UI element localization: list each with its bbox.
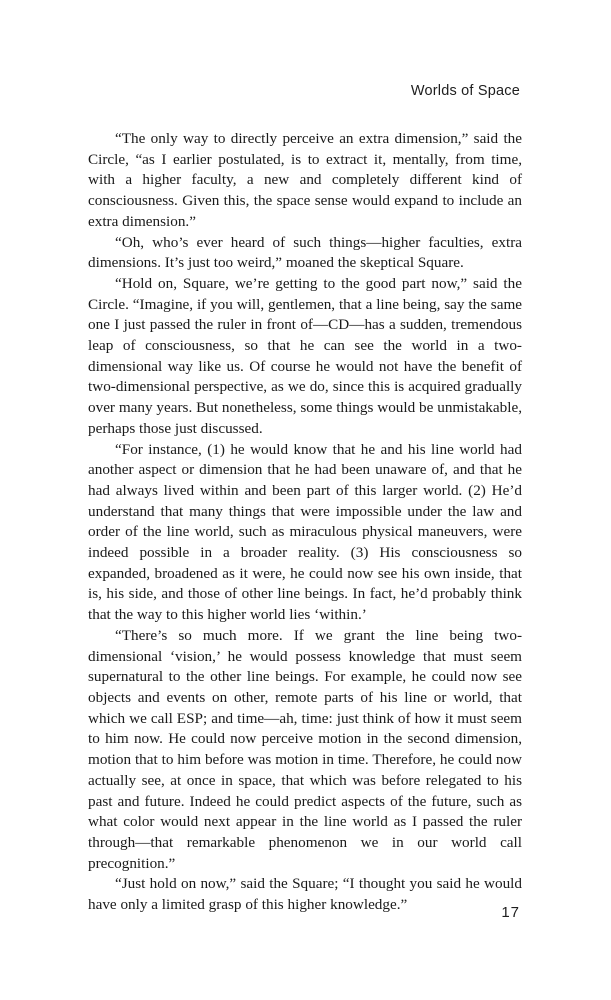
paragraph: “The only way to directly perceive an extra dimension,” said the Circle, “as I earlier postulated, is to extract it, mentally, from time, with a higher faculty, a new and completely different kind of consciousness. Given this, the space sense would expand to include an extra dimension.” — [88, 130, 522, 230]
paragraph: “There’s so much more. If we grant the line being two-dimensional ‘vision,’ he would possess knowledge that must seem supernatural to the other line beings. For example, he could now see objects and events on other, remote parts of his line or world, that which we call ESP; and time—ah, time: just think of how it must seem to him now. He could now perceive motion in the second dimension, motion that to him before was motion in time. Therefore, he could now actually see, at once in space, that which was before relegated to his past and future. Indeed he could predict aspects of the future, such as what color would next appear in the line world as I passed the ruler through—that remarkable phenomenon we in our world call precognition.” — [88, 626, 522, 872]
paragraph: “Just hold on now,” said the Square; “I thought you said he would have only a limited grasp of this higher knowledge.” — [88, 875, 522, 914]
paragraph: “Hold on, Square, we’re getting to the good part now,” said the Circle. “Imagine, if you will, gentlemen, that a line being, say the same one I just passed the ruler in front of—CD—has a sudden, tremendous leap of consciousness, so that he can see the world in a two-dimensional way like us. Of course he would not have the benefit of two-dimensional perspective, as we do, since this is acquired gradually over many years. But nonetheless, some things would be unmistakable, perhaps those just discussed. — [88, 274, 522, 437]
paragraph: “Oh, who’s ever heard of such things—higher faculties, extra dimensions. It’s just too weird,” moaned the skeptical Square. — [88, 233, 522, 272]
paragraph: “For instance, (1) he would know that he and his line world had another aspect or dimension that he had been unaware of, and that he had always lived within and been part of this larger world. (2) He’d understand that many things that were impossible under the law and order of the line world, such as miraculous physical maneuvers, were indeed possible in a broader reality. (3) His consciousness so expanded, broadened as it were, he could now see his own inside, that is, his side, and those of other line beings. In fact, he’d probably think that the way to this higher world lies ‘within.’ — [88, 440, 522, 624]
running-head: Worlds of Space — [410, 83, 520, 99]
body-text — [88, 129, 522, 916]
page-number: 17 — [501, 904, 520, 921]
